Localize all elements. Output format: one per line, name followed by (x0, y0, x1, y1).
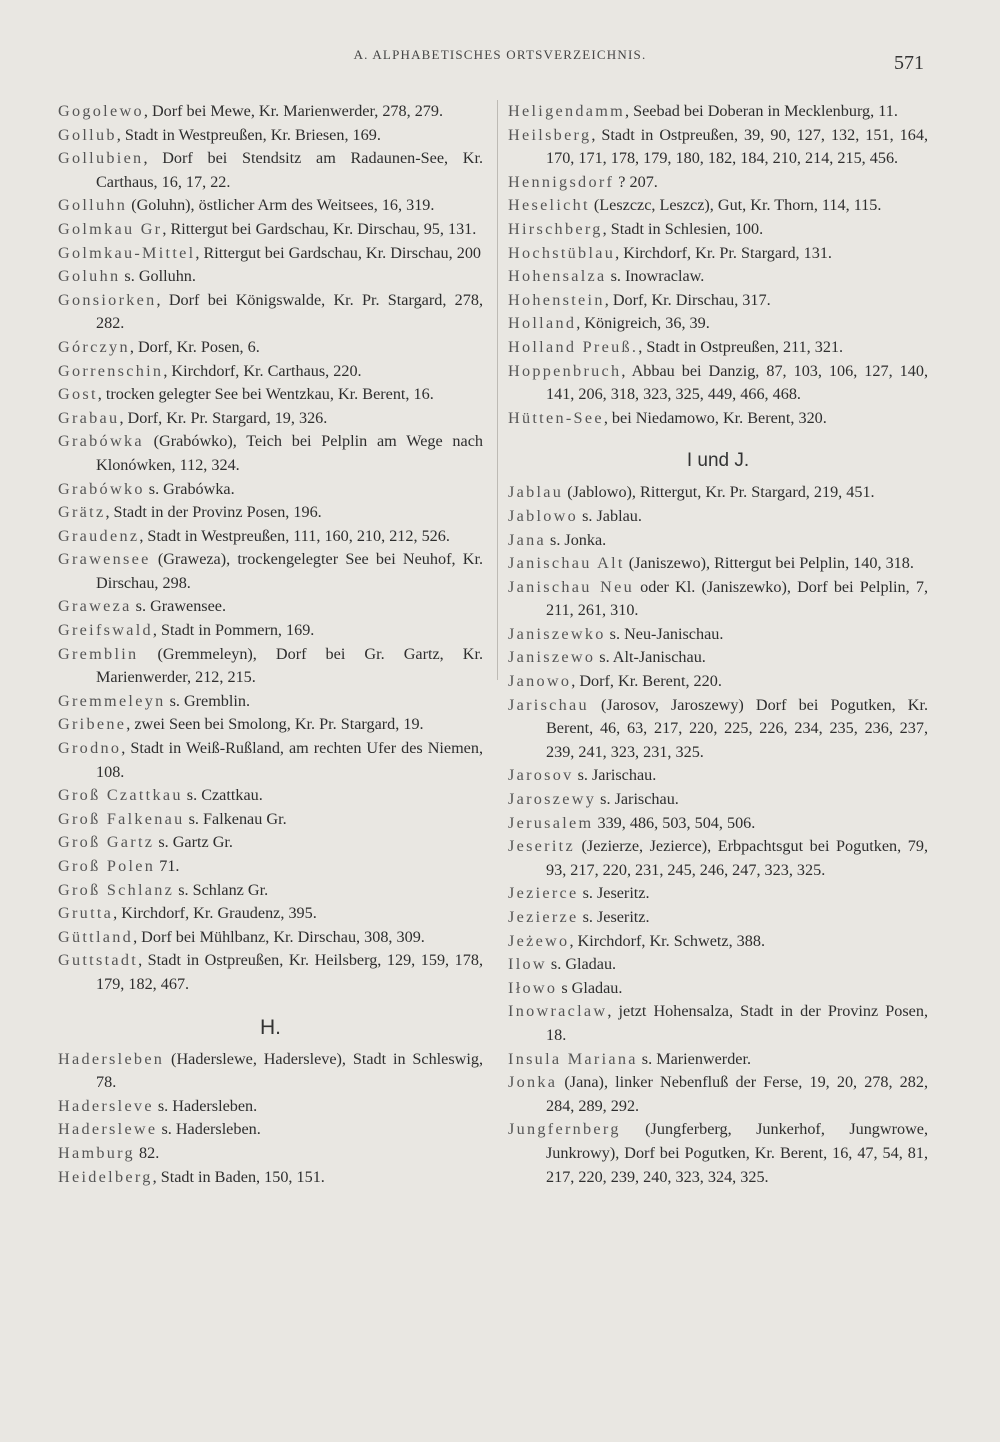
entry-headword: Holland (508, 314, 577, 333)
index-entry (508, 312, 928, 336)
entry-headword: Hamburg (58, 1143, 135, 1162)
entry-headword: Janischau Neu (508, 577, 634, 596)
index-entry (508, 481, 928, 505)
entry-text: s. Jarischau. (596, 790, 679, 809)
index-entry (508, 100, 928, 124)
left-column (58, 100, 483, 1189)
entry-headword: Gremmeleyn (58, 691, 166, 710)
index-entry (58, 643, 483, 690)
index-entry (58, 690, 483, 714)
index-entry (58, 383, 483, 407)
index-entry (58, 100, 483, 124)
entry-text: (Jezierze, Jezierce), Erbpachtsgut bei Pogutken, 79, 93, 217, 220, 231, 245, 246, 247, 323, 325. (546, 837, 928, 879)
index-entry (508, 788, 928, 812)
index-entry (58, 194, 483, 218)
entry-headword: Insula Mariana (508, 1049, 638, 1068)
index-entry (508, 171, 928, 195)
index-entry (508, 124, 928, 171)
entry-headword: Jablau (508, 483, 564, 502)
index-entry (58, 1166, 483, 1190)
index-entry (508, 1071, 928, 1118)
entry-headword: Golluhn (58, 196, 128, 215)
entry-text: , Abbau bei Danzig, 87, 103, 106, 127, 140, 141, 206, 318, 323, 325, 449, 466, 468. (546, 361, 928, 404)
entry-headword: Janiszewko (508, 624, 606, 643)
entry-text: , Stadt in Westpreußen, Kr. Briesen, 169. (116, 125, 381, 144)
entry-headword: Gollub (58, 125, 117, 144)
entry-text: , Stadt in der Provinz Posen, 196. (105, 503, 322, 522)
entry-text: s. Czattkau. (182, 786, 263, 805)
index-entry (58, 289, 483, 336)
entry-headword: Güttland (58, 927, 134, 946)
page-number: 571 (894, 52, 924, 74)
entry-text: ? 207. (614, 172, 658, 191)
index-entry (508, 194, 928, 218)
entry-text: , Dorf bei Mühlbanz, Kr. Dirschau, 308, 309. (133, 927, 425, 946)
entry-text: , bei Niedamowo, Kr. Berent, 320. (603, 408, 827, 427)
index-entry (58, 478, 483, 502)
entry-headword: Jezierze (508, 908, 579, 926)
entry-text: (Gremmeleyn), Dorf bei Gr. Gartz, Kr. Marienwerder, 212, 215. (96, 644, 483, 687)
section-heading-ij: I und J. (686, 450, 750, 472)
entry-headword: Graudenz (58, 526, 140, 545)
index-entry (58, 926, 483, 950)
section-heading-h: H. (260, 1015, 281, 1039)
entry-headword: Groß Schlanz (58, 880, 175, 899)
entry-headword: Janiszewo (508, 648, 596, 667)
entry-headword: Hadersleve (58, 1096, 154, 1115)
entry-headword: Gollubien (58, 149, 144, 168)
index-entry (58, 737, 483, 784)
index-entry (58, 407, 483, 431)
entry-text: s. Golluhn. (120, 267, 196, 286)
entry-text: , Kirchdorf, Kr. Graudenz, 395. (113, 904, 317, 923)
running-head: A. ALPHABETISCHES ORTSVERZEICHNIS. (353, 47, 647, 62)
index-entry (58, 265, 483, 289)
entry-headword: Grätz (58, 503, 106, 522)
entry-text: , Stadt in Ostpreußen, 211, 321. (638, 337, 844, 356)
entry-headword: Jaroszewy (508, 790, 597, 809)
index-entry (508, 1000, 928, 1047)
index-entry (58, 1095, 483, 1119)
entry-text: (Jungferberg, Junkerhof, Jungwrowe, Junkrowy), Dorf bei Pogutken, Kr. Berent, 16, 47, 54, 81, 217, 220, 239, 240, 323, 324, 325. (546, 1120, 928, 1186)
entry-text: , Rittergut bei Gardschau, Kr. Dirschau, 95, 131. (162, 219, 477, 238)
entry-headword: Ilow (508, 955, 547, 974)
entry-headword: Janowo (508, 672, 572, 691)
index-entry (58, 855, 483, 879)
entry-text: , Dorf, Kr. Dirschau, 317. (604, 290, 771, 309)
entry-headword: Groß Czattkau (58, 786, 183, 805)
entry-text: , Stadt in Schlesien, 100. (602, 219, 764, 238)
entry-headword: Jeseritz (508, 837, 575, 856)
entry-headword: Jungfernberg (508, 1120, 621, 1139)
entry-headword: Grutta (58, 904, 114, 923)
entry-headword: Hohenstein (508, 290, 605, 309)
entry-text: , Dorf, Kr. Pr. Stargard, 19, 326. (119, 408, 328, 427)
entry-headword: Holland Preuß. (508, 337, 639, 356)
entry-headword: Heilsberg (508, 125, 592, 144)
index-entry (508, 242, 928, 266)
index-entry (508, 953, 928, 977)
entry-text: s. Hadersleben. (153, 1096, 258, 1115)
index-entry (58, 548, 483, 595)
index-entry (508, 977, 928, 1001)
entry-text: s Gladau. (557, 978, 623, 997)
entry-headword: Grabówka (58, 432, 144, 451)
index-entry (508, 552, 928, 576)
entry-text: s. Gartz Gr. (154, 833, 233, 852)
entry-headword: Graweza (58, 597, 132, 616)
entry-text: oder Kl. (Janiszewko), Dorf bei Pelplin, 7, 211, 261, 310. (546, 577, 928, 620)
entry-headword: Inowraclaw (508, 1002, 608, 1021)
entry-text: 71. (155, 857, 180, 875)
entry-text: (Goluhn), östlicher Arm des Weitsees, 16, 319. (127, 196, 435, 215)
entry-text: s. Inowraclaw. (606, 267, 705, 286)
entry-headword: Grodno (58, 739, 122, 758)
index-entry (58, 808, 483, 832)
entry-headword: Jerusalem (508, 813, 594, 832)
entry-text: , Stadt in Weiß-Rußland, am rechten Ufer des Niemen, 108. (96, 739, 483, 781)
index-entry (508, 694, 928, 765)
entry-headword: Golmkau-Mittel (58, 243, 196, 262)
index-entry (58, 879, 483, 903)
index-entry (508, 812, 928, 836)
entry-headword: Grawensee (58, 550, 151, 569)
index-entry (508, 576, 928, 623)
index-entry (508, 265, 928, 289)
entry-headword: Heidelberg (58, 1167, 153, 1186)
entry-headword: Greifswald (58, 621, 153, 640)
entry-text: , Seebad bei Doberan in Mecklenburg, 11. (625, 102, 898, 120)
index-entry (58, 242, 483, 266)
entry-text: , Stadt in Westpreußen, 111, 160, 210, 212, 526. (139, 526, 450, 545)
entry-headword: Gogolewo (58, 102, 144, 120)
entry-text: (Jana), linker Nebenfluß der Ferse, 19, 20, 278, 282, 284, 289, 292. (546, 1073, 928, 1115)
entry-headword: Grabówko (58, 479, 145, 498)
entry-headword: Golmkau Gr (58, 219, 163, 238)
entry-text: s. Jablau. (578, 506, 642, 525)
entry-headword: Hohensalza (508, 267, 607, 286)
entry-headword: Heselicht (508, 196, 590, 215)
index-entry (508, 218, 928, 242)
entry-headword: Hütten-See (508, 408, 604, 427)
entries-g (58, 100, 483, 997)
entry-text: , jetzt Hohensalza, Stadt in der Provinz Posen, 18. (546, 1002, 928, 1044)
entry-text: s. Alt-Janischau. (595, 648, 706, 667)
entry-text: s. Hadersleben. (157, 1120, 261, 1139)
entry-text: s. Grabówka. (144, 479, 235, 498)
entry-headword: Jarosov (508, 766, 574, 785)
index-entry (58, 595, 483, 619)
entry-text: (Jablowo), Rittergut, Kr. Pr. Stargard, 219, 451. (563, 483, 875, 502)
index-entry (58, 124, 483, 148)
entry-headword: Heligendamm (508, 102, 626, 120)
entry-headword: Hennigsdorf (508, 172, 615, 191)
entry-text: (Janiszewo), Rittergut bei Pelplin, 140, 318. (624, 554, 914, 573)
index-entry (508, 1048, 928, 1072)
entry-text: s. Marienwerder. (637, 1049, 752, 1068)
entry-headword: Janischau Alt (508, 554, 625, 573)
entry-headword: Groß Polen (58, 857, 156, 875)
entry-text: (Graweza), trockengelegter See bei Neuhof, Kr. Dirschau, 298. (96, 550, 483, 592)
entry-text: s. Schlanz Gr. (174, 880, 269, 899)
entry-headword: Guttstadt (58, 951, 139, 970)
entry-text: s. Gremblin. (165, 691, 251, 710)
index-entry (508, 646, 928, 670)
entry-headword: Jezierce (508, 884, 579, 903)
entry-headword: Hadersleben (58, 1049, 165, 1068)
index-entry (508, 930, 928, 954)
entry-text: , Königreich, 36, 39. (576, 314, 710, 333)
index-entry (58, 218, 483, 242)
entry-headword: Jarischau (508, 695, 589, 714)
index-entry (508, 529, 928, 553)
index-entry (508, 1118, 928, 1189)
entry-headword: Groß Falkenau (58, 809, 185, 828)
entry-text: , Stadt in Ostpreußen, Kr. Heilsberg, 129, 159, 178, 179, 182, 467. (96, 951, 483, 993)
entry-text: , Stadt in Baden, 150, 151. (152, 1167, 325, 1186)
index-entry (58, 147, 483, 194)
entry-text: 82. (134, 1143, 160, 1162)
index-entry (58, 501, 483, 525)
entry-text: , Dorf, Kr. Posen, 6. (129, 337, 260, 356)
entry-text: , Stadt in Pommern, 169. (152, 621, 315, 640)
index-entry (58, 1118, 483, 1142)
entry-text: , Dorf, Kr. Berent, 220. (571, 672, 722, 691)
entry-headword: Hirschberg (508, 219, 603, 238)
entry-text: , Kirchdorf, Kr. Pr. Stargard, 131. (615, 243, 832, 262)
entry-text: (Jarosov, Jaroszewy) Dorf bei Pogutken, Kr. Berent, 46, 63, 217, 220, 225, 226, 234, 235, 236, 237, 239, 241, 323, 231, 325. (546, 695, 928, 761)
entry-text: s. Neu-Janischau. (605, 624, 724, 643)
index-entry (508, 882, 928, 906)
entry-text: s. Jonka. (545, 530, 607, 549)
entry-headword: Jana (508, 530, 546, 549)
entry-headword: Hoppenbruch (508, 361, 622, 380)
entry-text: , zwei Seen bei Smolong, Kr. Pr. Stargard, 19. (126, 715, 424, 734)
index-entry (58, 525, 483, 549)
entry-text: 339, 486, 503, 504, 506. (593, 813, 756, 832)
index-entry (508, 670, 928, 694)
entry-text: (Haderslewe, Hadersleve), Stadt in Schleswig, 78. (96, 1049, 483, 1092)
entry-text: , Kirchdorf, Kr. Carthaus, 220. (163, 361, 362, 380)
index-entry (508, 289, 928, 313)
index-entry (508, 623, 928, 647)
entry-headword: Gribene (58, 715, 127, 734)
entry-text: , Kirchdorf, Kr. Schwetz, 388. (569, 931, 766, 950)
entry-headword: Gost (58, 385, 98, 404)
entries-ij (508, 481, 928, 1189)
index-entry (508, 835, 928, 882)
entry-text: s. Gladau. (546, 955, 617, 974)
entry-text: s. Jarischau. (573, 766, 657, 785)
index-entry (508, 360, 928, 407)
entry-text: , Dorf bei Königswalde, Kr. Pr. Stargard, 278, 282. (96, 290, 483, 333)
index-entry (58, 360, 483, 384)
entries-h-left (58, 1048, 483, 1190)
entry-text: , Dorf bei Mewe, Kr. Marienwerder, 278, 279. (143, 102, 444, 120)
entry-headword: Jeżewo (508, 931, 570, 950)
entry-headword: Jablowo (508, 506, 579, 525)
index-entry (58, 831, 483, 855)
right-column (508, 100, 928, 1189)
entry-headword: Gorrenschin (58, 361, 164, 380)
entries-h-right (508, 100, 928, 430)
entry-text: s. Grawensee. (131, 597, 227, 616)
index-entry (58, 713, 483, 737)
index-entry (508, 906, 928, 930)
index-entry (58, 1142, 483, 1166)
index-entry (58, 902, 483, 926)
entry-headword: Hochstüblau (508, 243, 616, 262)
index-entry (508, 407, 928, 431)
index-entry (58, 619, 483, 643)
entry-headword: Haderslewe (58, 1120, 158, 1139)
index-entry (58, 430, 483, 477)
index-entry (508, 505, 928, 529)
entry-text: s. Jeseritz. (578, 908, 650, 926)
index-entry (508, 336, 928, 360)
index-entry (58, 784, 483, 808)
entry-headword: Iłowo (508, 978, 558, 997)
index-entry (58, 1048, 483, 1095)
entry-text: s. Jeseritz. (578, 884, 650, 903)
entry-headword: Gonsiorken (58, 290, 157, 309)
entry-headword: Jonka (508, 1073, 558, 1092)
index-entry (508, 764, 928, 788)
column-divider (497, 100, 498, 680)
entry-headword: Groß Gartz (58, 833, 155, 852)
entry-text: , Dorf bei Stendsitz am Radaunen-See, Kr. Carthaus, 16, 17, 22. (96, 149, 483, 191)
entry-text: (Grabówko), Teich bei Pelplin am Wege nach Klonówken, 112, 324. (96, 432, 483, 474)
entry-headword: Goluhn (58, 267, 121, 286)
entry-text: (Leszczc, Leszcz), Gut, Kr. Thorn, 114, 115. (589, 196, 882, 215)
entry-text: , Stadt in Ostpreußen, 39, 90, 127, 132, 151, 164, 170, 171, 178, 179, 180, 182, 184, 210, 214, 215, 456. (546, 125, 928, 168)
entry-headword: Grabau (58, 408, 120, 427)
entry-text: s. Falkenau Gr. (184, 809, 287, 828)
index-entry (58, 949, 483, 996)
index-entry (58, 336, 483, 360)
entry-headword: Gremblin (58, 644, 139, 663)
entry-text: , Rittergut bei Gardschau, Kr. Dirschau, 200 (195, 243, 482, 262)
entry-text: , trocken gelegter See bei Wentzkau, Kr. Berent, 16. (97, 385, 434, 404)
entry-headword: Górczyn (58, 337, 130, 356)
